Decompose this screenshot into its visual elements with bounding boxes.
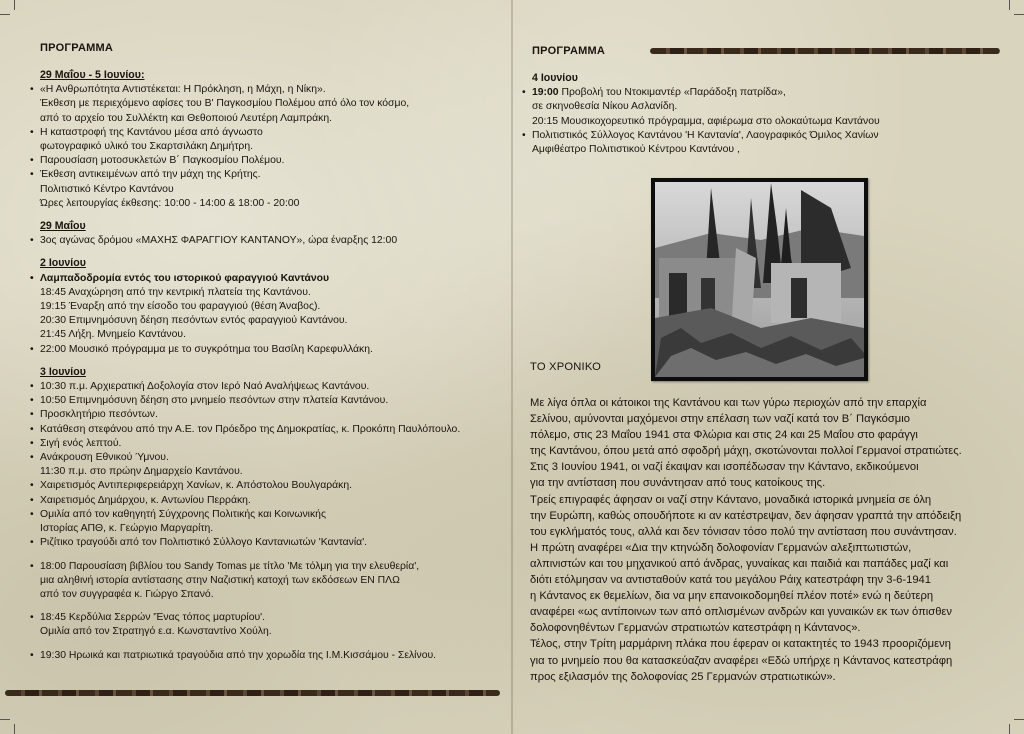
program-line: • Λαμπαδοδρομία εντός του ιστορικού φαραγγιού Καντάνου [30,272,460,286]
chronicle-line: Η πρώτη αναφέρει «Δια την κτηνώδη δολοφονίαν Γερμανών αλεξιπτωτιστών, [530,541,912,554]
program-line: από το αρχείο του Συλλέκτη και Θεθοποιού Λευτέρη Λαμπράκη. [40,112,332,124]
section-gap [30,602,460,611]
crop-mark [1009,724,1010,734]
section-gap [30,640,460,649]
program-line: Έκθεση με περιεχόμενο αφίσες του Β' Παγκοσμίου Πολέμου από όλο τον κόσμο, [40,98,410,110]
ruins-photo [651,178,868,381]
program-line: • 18:00 Παρουσίαση βιβλίου του Sandy Tomas με τίτλο 'Με τόλμη για την ελευθερία', [30,560,460,574]
program-line: • Κατάθεση στεφάνου από την Α.Ε. τον Πρόεδρο της Δημοκρατίας, κ. Προκόπη Παυλόπουλο. [30,423,460,437]
section-date [518,71,880,86]
program-line: • Η καταστροφή της Καντάνου μέσα από άγνωστο [30,126,460,140]
chronicle-line: Στις 3 Ιουνίου 1941, οι ναζί έκαψαν και ισοπέδωσαν την Κάντανο, εκδικούμενοι [530,461,919,474]
program-line: Ιστορίας ΑΠΘ, κ. Γεώργιο Μαργαρίτη. [40,523,214,535]
program-line: 11:30 π.μ. στο πρώην Δημαρχείο Καντάνου. [40,466,243,478]
decorative-divider [650,48,1000,54]
program-line: • Ομιλία από τον καθηγητή Σύγχρονης Πολιτικής και Κοινωνικής [30,508,460,522]
left-heading: ΠΡΟΓΡΑΜΜΑ [40,42,113,54]
crop-mark [14,0,15,10]
program-line: • 18:45 Κερδύλια Σερρών 'Ένας τόπος μαρτυρίου'. [30,611,460,625]
program-line: Αμφιθέατρο Πολιτιστικού Κέντρου Καντάνου , [532,144,740,156]
program-line: • 10:30 π.μ. Αρχιερατική Δοξολογία στον Ιερό Ναό Αναλήψεως Καντάνου. [30,380,460,394]
program-line: • Χαιρετισμός Αντιπεριφερειάρχη Χανίων, κ. Απόστολου Βουλγαράκη. [30,479,460,493]
program-line: • 22:00 Μουσικό πρόγραμμα με το συγκρότημα του Βασίλη Καρεφυλλάκη. [30,343,460,357]
chronicle-line: προς εξιλασμόν της δολοφονίας 25 Γερμανών στρατιωτικών». [530,670,836,683]
section-date [30,256,460,271]
chronicle-line: Σελίνου, αμύνονται μαχόμενοι στην επέλαση των ναζί κατά τον Β΄ Παγκόσμιο [530,413,910,426]
chronicle-line: δολοφονηθέντων Γερμανών στρατιωτών κατεστράφη η Κάντανος». [530,622,861,635]
program-line: 21:45 Λήξη. Μνημείο Καντάνου. [40,329,186,341]
right-program [518,71,880,157]
chronicle-line: της Καντάνου, όπου μετά από σφοδρή μάχη, σκοτώνονται πολλοί Γερμανοί στρατιώτες. [530,445,962,458]
date-label: 3 Ιουνίου [40,365,86,378]
section-date [30,365,460,380]
chronicle-line: αναφέρει «ως αντίποινων των από οπλισμένων ανδρών και γυναικών εκ των όπισθεν [530,606,953,619]
line-text: Προβολή του Ντοκιμαντέρ «Παράδοξη πατρίδα», [558,87,786,99]
section-date [30,219,460,234]
date-label: 2 Ιουνίου [40,257,86,270]
program-line: 18:45 Αναχώρηση από την κεντρική πλατεία της Καντάνου. [40,286,311,298]
date-label: 4 Ιουνίου [532,72,578,84]
chronicle-line: πόλεμο, στις 23 Μαΐου 1941 στα Φλώρια και στις 24 και 25 Μαΐου στο φαράγγι [530,429,918,442]
program-line: • Έκθεση αντικειμένων από την μάχη της Κρήτης. [30,168,460,182]
program-line: • «Η Ανθρωπότητα Αντιστέκεται: Η Πρόκληση, η Μάχη, η Νίκη». [30,83,460,97]
program-line: • Ριζίτικο τραγούδι από τον Πολιτιστικό Σύλλογο Καντανιωτών 'Καντανία'. [30,536,460,550]
crop-mark [1014,719,1024,720]
crop-mark [0,14,10,15]
section-gap [30,211,460,219]
crop-mark [0,719,10,720]
program-line: • Παρουσίαση μοτοσυκλετών Β΄ Παγκοσμίου Πολέμου. [30,154,460,168]
chronicle-line: Με λίγα όπλα οι κάτοικοι της Καντάνου και των γύρω περιοχών από την επαρχία [530,397,927,409]
program-line: • Σιγή ενός λεπτού. [30,437,460,451]
program-line: • 19:30 Ηρωικά και πατριωτικά τραγούδια από την χορωδία της Ι.Μ.Κισσάμου - Σελίνου. [30,649,460,663]
chronicle-line: για την αντίσταση που συνάντησαν από τους κατοίκους της. [530,477,826,490]
program-line: Πολιτιστικό Κέντρο Καντάνου [40,183,174,195]
section-gap [30,551,460,560]
chronicle-text [530,395,1010,685]
program-line: • Χαιρετισμός Δημάρχου, κ. Αντωνίου Περράκη. [30,494,460,508]
program-line: σε σκηνοθεσία Νίκου Ασλανίδη. [532,101,678,113]
chronicle-line: αλπινιστών και του μηχανικού από άνδρας, γυναίκας και παιδιά και παπάδες μαζί και [530,557,949,570]
program-line: μια αληθινή ιστορία αντίστασης στην Ναζιστική κατοχή των εκδόσεων ΕΝ ΠΛΩ [40,574,400,586]
time-label: 19:00 [532,87,559,99]
left-program [30,68,460,663]
chronicle-line: διότι ετόλμησαν να αντισταθούν κατά του μεγάλου Ράιχ κατεστράφη την 3-6-1941 [530,574,932,587]
chronicle-title: ΤΟ ΧΡΟΝΙΚΟ [530,361,602,373]
program-line: Ομιλία από τον Στρατηγό ε.α. Κωνσταντίνο Χούλη. [40,626,272,638]
date-label: 29 Μαΐου [40,220,86,233]
center-fold [511,0,513,734]
decorative-divider [5,690,500,696]
section-gap [30,248,460,256]
program-line: • 10:50 Επιμνημόσυνη δέηση στο μνημείο πεσόντων στην πλατεία Καντάνου. [30,394,460,408]
program-line: φωτογραφικό υλικό του Σκαρτσιλάκη Δημήτρη. [40,141,253,153]
program-line: 20:30 Επιμνημόσυνη δέηση πεσόντων εντός φαραγγιού Καντάνου. [40,315,348,327]
crop-mark [1014,14,1024,15]
program-line: • Πολιτιστικός Σύλλογος Καντάνου 'Η Καντανία', Λαογραφικός Όμιλος Χανίων [518,129,880,143]
date-label: 29 Μαΐου - 5 Ιουνίου: [40,69,145,81]
chronicle-line: η Κάντανος εκ θεμελίων, δια να μην επανοικοδομηθεί πλέον ποτέ» ενώ η δεύτερη [530,590,934,603]
program-line: • 3ος αγώνας δρόμου «ΜΑΧΗΣ ΦΑΡΑΓΓΙΟΥ ΚΑΝΤΑΝΟΥ», ώρα έναρξης 12:00 [30,234,460,248]
right-heading: ΠΡΟΓΡΑΜΜΑ [532,45,605,57]
program-line: • Ανάκρουση Εθνικού Ύμνου. [30,451,460,465]
chronicle-line: του εγκλήματός τους, αλλά και δεν τόνισαν τόσο πολύ την αντίσταση που συνάντησαν. [530,525,957,538]
section-gap [30,357,460,365]
chronicle-line: την Ευρώπη, καθώς οπουδήποτε κι αν κατέστρεψαν, δεν άφησαν γραπτά την απόδειξη [530,509,962,522]
program-line: • Προσκλητήριο πεσόντων. [30,408,460,422]
section-date [30,68,460,83]
program-line: 20:15 Μουσικοχορευτικό πρόγραμμα, αφιέρωμα στο ολοκαύτωμα Καντάνου [532,115,880,127]
crop-mark [1009,0,1010,10]
program-line [518,86,880,100]
chronicle-line: για το μνημείο που θα κατασκεύαζαν αναφέρει «Εδώ υπήρχε η Κάντανος κατεστράφη [530,654,953,667]
program-line: Ώρες λειτουργίας έκθεσης: 10:00 - 14:00 & 18:00 - 20:00 [40,197,300,209]
crop-mark [14,724,15,734]
program-line: από τον συγγραφέα κ. Γιώργο Σπανό. [40,588,214,600]
chronicle-line: Τέλος, στην Τρίτη μαρμάρινη πλάκα που έφεραν οι κατακτητές το 1943 προοριζόμενη [530,638,951,651]
program-line: 19:15 Έναρξη από την είσοδο του φαραγγιού (θέση Άναβος). [40,301,321,313]
chronicle-line: Τρείς επιγραφές άφησαν οι ναζί στην Κάντανο, μοναδικά ιστορικά μνημεία σε όλη [530,493,932,506]
